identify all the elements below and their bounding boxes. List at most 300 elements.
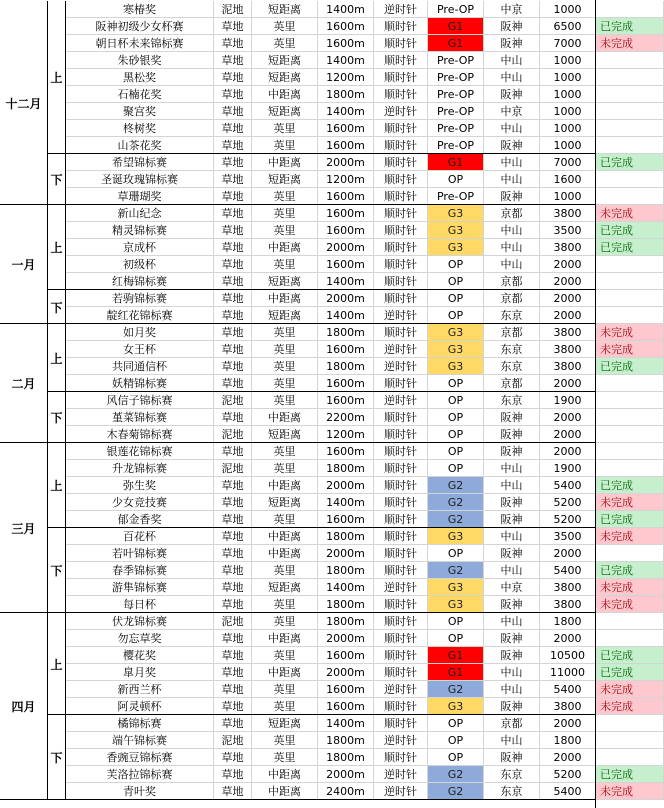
grade-cell[interactable]: OP: [428, 273, 484, 290]
racecourse-cell[interactable]: 阪神: [484, 494, 540, 511]
grade-cell[interactable]: OP: [428, 443, 484, 460]
status-cell[interactable]: [596, 256, 664, 273]
grade-cell[interactable]: OP: [428, 732, 484, 749]
racecourse-cell[interactable]: 中京: [484, 1, 540, 18]
racecourse-cell[interactable]: 阪神: [484, 630, 540, 647]
prize-cell[interactable]: 2000: [540, 290, 596, 307]
racecourse-cell[interactable]: 京都: [484, 205, 540, 222]
distance-cell[interactable]: 1600m: [318, 392, 374, 409]
prize-cell[interactable]: 1900: [540, 460, 596, 477]
prize-cell[interactable]: 3800: [540, 205, 596, 222]
direction-cell[interactable]: 逆时针: [374, 681, 428, 698]
race-name-cell[interactable]: 聚宫奖: [66, 103, 214, 120]
status-cell[interactable]: 已完成: [596, 239, 664, 256]
distance-type-cell[interactable]: 短距离: [252, 494, 318, 511]
status-cell[interactable]: 已完成: [596, 766, 664, 783]
distance-type-cell[interactable]: 英里: [252, 698, 318, 715]
racecourse-cell[interactable]: 京都: [484, 324, 540, 341]
surface-cell[interactable]: 草地: [214, 256, 252, 273]
distance-type-cell[interactable]: 中距离: [252, 630, 318, 647]
distance-cell[interactable]: 1800m: [318, 613, 374, 630]
race-name-cell[interactable]: 橘锦标赛: [66, 715, 214, 732]
grade-cell[interactable]: OP: [428, 715, 484, 732]
racecourse-cell[interactable]: 阪神: [484, 86, 540, 103]
distance-type-cell[interactable]: 短距离: [252, 103, 318, 120]
status-cell[interactable]: [596, 52, 664, 69]
racecourse-cell[interactable]: 中京: [484, 103, 540, 120]
distance-type-cell[interactable]: 中距离: [252, 86, 318, 103]
race-name-cell[interactable]: 朝日杯未来锦标赛: [66, 35, 214, 52]
status-cell[interactable]: [596, 630, 664, 647]
distance-type-cell[interactable]: 中距离: [252, 528, 318, 545]
prize-cell[interactable]: 5400: [540, 477, 596, 494]
distance-type-cell[interactable]: 短距离: [252, 715, 318, 732]
status-cell[interactable]: 未完成: [596, 783, 664, 800]
status-cell[interactable]: [596, 86, 664, 103]
distance-cell[interactable]: 1200m: [318, 69, 374, 86]
grade-cell[interactable]: OP: [428, 256, 484, 273]
prize-cell[interactable]: 1000: [540, 69, 596, 86]
grade-cell[interactable]: OP: [428, 307, 484, 324]
grade-cell[interactable]: G1: [428, 18, 484, 35]
distance-type-cell[interactable]: 英里: [252, 392, 318, 409]
distance-cell[interactable]: 1600m: [318, 647, 374, 664]
direction-cell[interactable]: 顺时针: [374, 188, 428, 205]
direction-cell[interactable]: 顺时针: [374, 290, 428, 307]
direction-cell[interactable]: 逆时针: [374, 341, 428, 358]
status-cell[interactable]: [596, 443, 664, 460]
racecourse-cell[interactable]: 东京: [484, 766, 540, 783]
grade-cell[interactable]: G2: [428, 494, 484, 511]
prize-cell[interactable]: 3800: [540, 341, 596, 358]
direction-cell[interactable]: 顺时针: [374, 545, 428, 562]
race-name-cell[interactable]: 郁金香奖: [66, 511, 214, 528]
prize-cell[interactable]: 3800: [540, 358, 596, 375]
direction-cell[interactable]: 顺时针: [374, 324, 428, 341]
racecourse-cell[interactable]: 中山: [484, 69, 540, 86]
distance-cell[interactable]: 2000m: [318, 154, 374, 171]
prize-cell[interactable]: 6500: [540, 18, 596, 35]
surface-cell[interactable]: 草地: [214, 154, 252, 171]
racecourse-cell[interactable]: 中山: [484, 154, 540, 171]
grade-cell[interactable]: G1: [428, 35, 484, 52]
surface-cell[interactable]: 泥地: [214, 1, 252, 18]
distance-cell[interactable]: 1600m: [318, 681, 374, 698]
grade-cell[interactable]: G2: [428, 511, 484, 528]
status-cell[interactable]: 未完成: [596, 596, 664, 613]
distance-cell[interactable]: 1600m: [318, 188, 374, 205]
status-cell[interactable]: 已完成: [596, 154, 664, 171]
prize-cell[interactable]: 2000: [540, 545, 596, 562]
distance-type-cell[interactable]: 中距离: [252, 783, 318, 800]
race-name-cell[interactable]: 每日杯: [66, 596, 214, 613]
grade-cell[interactable]: OP: [428, 409, 484, 426]
racecourse-cell[interactable]: 中山: [484, 681, 540, 698]
status-cell[interactable]: 已完成: [596, 358, 664, 375]
surface-cell[interactable]: 草地: [214, 511, 252, 528]
racecourse-cell[interactable]: 东京: [484, 307, 540, 324]
surface-cell[interactable]: 草地: [214, 698, 252, 715]
distance-cell[interactable]: 1600m: [318, 341, 374, 358]
status-cell[interactable]: [596, 290, 664, 307]
surface-cell[interactable]: 草地: [214, 596, 252, 613]
surface-cell[interactable]: 草地: [214, 783, 252, 800]
status-cell[interactable]: [596, 137, 664, 154]
prize-cell[interactable]: 2000: [540, 307, 596, 324]
grade-cell[interactable]: G3: [428, 698, 484, 715]
status-cell[interactable]: 已完成: [596, 511, 664, 528]
racecourse-cell[interactable]: 中山: [484, 613, 540, 630]
prize-cell[interactable]: 2000: [540, 426, 596, 443]
racecourse-cell[interactable]: 中京: [484, 579, 540, 596]
prize-cell[interactable]: 5200: [540, 766, 596, 783]
prize-cell[interactable]: 1800: [540, 732, 596, 749]
surface-cell[interactable]: 草地: [214, 103, 252, 120]
direction-cell[interactable]: 逆时针: [374, 783, 428, 800]
prize-cell[interactable]: 3800: [540, 239, 596, 256]
distance-type-cell[interactable]: 中距离: [252, 545, 318, 562]
race-name-cell[interactable]: 若驹锦标赛: [66, 290, 214, 307]
distance-type-cell[interactable]: 英里: [252, 222, 318, 239]
grade-cell[interactable]: G1: [428, 154, 484, 171]
race-name-cell[interactable]: 伏龙锦标赛: [66, 613, 214, 630]
surface-cell[interactable]: 草地: [214, 494, 252, 511]
grade-cell[interactable]: G3: [428, 358, 484, 375]
distance-cell[interactable]: 1400m: [318, 1, 374, 18]
grade-cell[interactable]: G3: [428, 222, 484, 239]
distance-cell[interactable]: 1800m: [318, 324, 374, 341]
racecourse-cell[interactable]: 中山: [484, 222, 540, 239]
status-cell[interactable]: 已完成: [596, 222, 664, 239]
race-name-cell[interactable]: 京成杯: [66, 239, 214, 256]
race-name-cell[interactable]: 朱砂银奖: [66, 52, 214, 69]
direction-cell[interactable]: 顺时针: [374, 154, 428, 171]
distance-type-cell[interactable]: 短距离: [252, 426, 318, 443]
racecourse-cell[interactable]: 阪神: [484, 545, 540, 562]
surface-cell[interactable]: 草地: [214, 579, 252, 596]
race-name-cell[interactable]: 皐月奖: [66, 664, 214, 681]
surface-cell[interactable]: 草地: [214, 273, 252, 290]
status-cell[interactable]: [596, 460, 664, 477]
racecourse-cell[interactable]: 京都: [484, 375, 540, 392]
surface-cell[interactable]: 草地: [214, 715, 252, 732]
surface-cell[interactable]: 泥地: [214, 392, 252, 409]
grade-cell[interactable]: OP: [428, 375, 484, 392]
direction-cell[interactable]: 逆时针: [374, 103, 428, 120]
race-name-cell[interactable]: 勿忘草奖: [66, 630, 214, 647]
race-name-cell[interactable]: 百花杯: [66, 528, 214, 545]
race-name-cell[interactable]: 初级杯: [66, 256, 214, 273]
direction-cell[interactable]: 顺时针: [374, 256, 428, 273]
prize-cell[interactable]: 5200: [540, 494, 596, 511]
direction-cell[interactable]: 顺时针: [374, 477, 428, 494]
surface-cell[interactable]: 草地: [214, 681, 252, 698]
distance-cell[interactable]: 2000m: [318, 664, 374, 681]
direction-cell[interactable]: 顺时针: [374, 596, 428, 613]
race-name-cell[interactable]: 新西兰杯: [66, 681, 214, 698]
grade-cell[interactable]: OP: [428, 426, 484, 443]
direction-cell[interactable]: 顺时针: [374, 749, 428, 766]
racecourse-cell[interactable]: 阪神: [484, 698, 540, 715]
race-name-cell[interactable]: 新山纪念: [66, 205, 214, 222]
prize-cell[interactable]: 5400: [540, 783, 596, 800]
distance-type-cell[interactable]: 英里: [252, 324, 318, 341]
status-cell[interactable]: [596, 1, 664, 18]
direction-cell[interactable]: 顺时针: [374, 137, 428, 154]
status-cell[interactable]: [596, 426, 664, 443]
distance-cell[interactable]: 1800m: [318, 562, 374, 579]
race-name-cell[interactable]: 若叶锦标赛: [66, 545, 214, 562]
race-name-cell[interactable]: 黑松奖: [66, 69, 214, 86]
surface-cell[interactable]: 草地: [214, 35, 252, 52]
grade-cell[interactable]: G3: [428, 596, 484, 613]
distance-cell[interactable]: 1600m: [318, 222, 374, 239]
surface-cell[interactable]: 草地: [214, 647, 252, 664]
distance-type-cell[interactable]: 英里: [252, 460, 318, 477]
direction-cell[interactable]: 顺时针: [374, 613, 428, 630]
racecourse-cell[interactable]: 中山: [484, 477, 540, 494]
direction-cell[interactable]: 逆时针: [374, 307, 428, 324]
distance-type-cell[interactable]: 中距离: [252, 664, 318, 681]
direction-cell[interactable]: 顺时针: [374, 443, 428, 460]
grade-cell[interactable]: Pre-OP: [428, 137, 484, 154]
distance-type-cell[interactable]: 短距离: [252, 1, 318, 18]
status-cell[interactable]: 已完成: [596, 18, 664, 35]
distance-type-cell[interactable]: 英里: [252, 749, 318, 766]
grade-cell[interactable]: Pre-OP: [428, 52, 484, 69]
distance-cell[interactable]: 1400m: [318, 52, 374, 69]
surface-cell[interactable]: 泥地: [214, 732, 252, 749]
grade-cell[interactable]: OP: [428, 290, 484, 307]
race-name-cell[interactable]: 希望锦标赛: [66, 154, 214, 171]
race-name-cell[interactable]: 木春菊锦标赛: [66, 426, 214, 443]
prize-cell[interactable]: 2000: [540, 715, 596, 732]
status-cell[interactable]: 未完成: [596, 35, 664, 52]
direction-cell[interactable]: 顺时针: [374, 562, 428, 579]
distance-type-cell[interactable]: 英里: [252, 35, 318, 52]
direction-cell[interactable]: 逆时针: [374, 732, 428, 749]
direction-cell[interactable]: 逆时针: [374, 766, 428, 783]
distance-cell[interactable]: 1400m: [318, 307, 374, 324]
direction-cell[interactable]: 顺时针: [374, 86, 428, 103]
distance-cell[interactable]: 2000m: [318, 766, 374, 783]
prize-cell[interactable]: 1000: [540, 52, 596, 69]
distance-cell[interactable]: 1600m: [318, 35, 374, 52]
race-name-cell[interactable]: 春季锦标赛: [66, 562, 214, 579]
status-cell[interactable]: 已完成: [596, 562, 664, 579]
distance-type-cell[interactable]: 短距离: [252, 273, 318, 290]
surface-cell[interactable]: 草地: [214, 188, 252, 205]
distance-type-cell[interactable]: 英里: [252, 358, 318, 375]
surface-cell[interactable]: 草地: [214, 18, 252, 35]
distance-cell[interactable]: 1600m: [318, 375, 374, 392]
race-name-cell[interactable]: 草珊瑚奖: [66, 188, 214, 205]
racecourse-cell[interactable]: 东京: [484, 341, 540, 358]
distance-type-cell[interactable]: 英里: [252, 596, 318, 613]
distance-cell[interactable]: 1600m: [318, 443, 374, 460]
surface-cell[interactable]: 草地: [214, 545, 252, 562]
racecourse-cell[interactable]: 阪神: [484, 596, 540, 613]
distance-type-cell[interactable]: 英里: [252, 732, 318, 749]
racecourse-cell[interactable]: 阪神: [484, 409, 540, 426]
direction-cell[interactable]: 顺时针: [374, 426, 428, 443]
distance-cell[interactable]: 1600m: [318, 256, 374, 273]
race-name-cell[interactable]: 芙洛拉锦标赛: [66, 766, 214, 783]
prize-cell[interactable]: 1000: [540, 137, 596, 154]
surface-cell[interactable]: 草地: [214, 443, 252, 460]
prize-cell[interactable]: 1000: [540, 86, 596, 103]
distance-type-cell[interactable]: 英里: [252, 681, 318, 698]
status-cell[interactable]: [596, 392, 664, 409]
direction-cell[interactable]: 逆时针: [374, 392, 428, 409]
racecourse-cell[interactable]: 东京: [484, 392, 540, 409]
race-name-cell[interactable]: 共同通信杯: [66, 358, 214, 375]
prize-cell[interactable]: 1000: [540, 103, 596, 120]
prize-cell[interactable]: 2000: [540, 749, 596, 766]
grade-cell[interactable]: OP: [428, 630, 484, 647]
prize-cell[interactable]: 2000: [540, 630, 596, 647]
distance-type-cell[interactable]: 英里: [252, 647, 318, 664]
racecourse-cell[interactable]: 阪神: [484, 443, 540, 460]
distance-cell[interactable]: 1200m: [318, 171, 374, 188]
surface-cell[interactable]: 草地: [214, 375, 252, 392]
prize-cell[interactable]: 7000: [540, 35, 596, 52]
surface-cell[interactable]: 泥地: [214, 460, 252, 477]
distance-cell[interactable]: 2000m: [318, 290, 374, 307]
surface-cell[interactable]: 草地: [214, 358, 252, 375]
surface-cell[interactable]: 草地: [214, 222, 252, 239]
prize-cell[interactable]: 5200: [540, 511, 596, 528]
prize-cell[interactable]: 1800: [540, 613, 596, 630]
surface-cell[interactable]: 草地: [214, 137, 252, 154]
grade-cell[interactable]: G2: [428, 477, 484, 494]
distance-type-cell[interactable]: 英里: [252, 205, 318, 222]
distance-cell[interactable]: 2000m: [318, 545, 374, 562]
race-name-cell[interactable]: 弥生奖: [66, 477, 214, 494]
prize-cell[interactable]: 5400: [540, 681, 596, 698]
grade-cell[interactable]: G3: [428, 341, 484, 358]
racecourse-cell[interactable]: 中山: [484, 256, 540, 273]
racecourse-cell[interactable]: 中山: [484, 52, 540, 69]
grade-cell[interactable]: OP: [428, 749, 484, 766]
distance-cell[interactable]: 1400m: [318, 273, 374, 290]
grade-cell[interactable]: OP: [428, 613, 484, 630]
racecourse-cell[interactable]: 京都: [484, 290, 540, 307]
surface-cell[interactable]: 草地: [214, 52, 252, 69]
distance-type-cell[interactable]: 中距离: [252, 409, 318, 426]
racecourse-cell[interactable]: 京都: [484, 715, 540, 732]
distance-cell[interactable]: 1800m: [318, 749, 374, 766]
race-name-cell[interactable]: 山茶花奖: [66, 137, 214, 154]
status-cell[interactable]: [596, 375, 664, 392]
prize-cell[interactable]: 3800: [540, 698, 596, 715]
status-cell[interactable]: 已完成: [596, 664, 664, 681]
racecourse-cell[interactable]: 中山: [484, 171, 540, 188]
distance-cell[interactable]: 1200m: [318, 426, 374, 443]
race-name-cell[interactable]: 青叶奖: [66, 783, 214, 800]
race-name-cell[interactable]: 风信子锦标赛: [66, 392, 214, 409]
racecourse-cell[interactable]: 中山: [484, 732, 540, 749]
distance-type-cell[interactable]: 英里: [252, 120, 318, 137]
prize-cell[interactable]: 7000: [540, 154, 596, 171]
distance-type-cell[interactable]: 中距离: [252, 766, 318, 783]
status-cell[interactable]: [596, 545, 664, 562]
surface-cell[interactable]: 草地: [214, 86, 252, 103]
status-cell[interactable]: 未完成: [596, 579, 664, 596]
prize-cell[interactable]: 1000: [540, 120, 596, 137]
race-name-cell[interactable]: 精灵锦标赛: [66, 222, 214, 239]
status-cell[interactable]: [596, 732, 664, 749]
direction-cell[interactable]: 顺时针: [374, 664, 428, 681]
distance-cell[interactable]: 1600m: [318, 205, 374, 222]
surface-cell[interactable]: 草地: [214, 205, 252, 222]
direction-cell[interactable]: 顺时针: [374, 715, 428, 732]
direction-cell[interactable]: 逆时针: [374, 579, 428, 596]
distance-type-cell[interactable]: 短距离: [252, 69, 318, 86]
grade-cell[interactable]: G3: [428, 324, 484, 341]
racecourse-cell[interactable]: 阪神: [484, 18, 540, 35]
racecourse-cell[interactable]: 中山: [484, 460, 540, 477]
race-name-cell[interactable]: 女王杯: [66, 341, 214, 358]
direction-cell[interactable]: 顺时针: [374, 273, 428, 290]
surface-cell[interactable]: 草地: [214, 171, 252, 188]
direction-cell[interactable]: 逆时针: [374, 1, 428, 18]
prize-cell[interactable]: 5400: [540, 562, 596, 579]
racecourse-cell[interactable]: 京都: [484, 273, 540, 290]
racecourse-cell[interactable]: 中山: [484, 120, 540, 137]
status-cell[interactable]: 已完成: [596, 477, 664, 494]
distance-cell[interactable]: 1800m: [318, 460, 374, 477]
prize-cell[interactable]: 1000: [540, 188, 596, 205]
prize-cell[interactable]: 2000: [540, 273, 596, 290]
grade-cell[interactable]: G2: [428, 783, 484, 800]
racecourse-cell[interactable]: 阪神: [484, 426, 540, 443]
prize-cell[interactable]: 10500: [540, 647, 596, 664]
distance-cell[interactable]: 2000m: [318, 630, 374, 647]
prize-cell[interactable]: 3800: [540, 579, 596, 596]
status-cell[interactable]: [596, 171, 664, 188]
race-name-cell[interactable]: 堇菜锦标赛: [66, 409, 214, 426]
direction-cell[interactable]: 顺时针: [374, 171, 428, 188]
direction-cell[interactable]: 顺时针: [374, 120, 428, 137]
distance-cell[interactable]: 1600m: [318, 511, 374, 528]
direction-cell[interactable]: 顺时针: [374, 647, 428, 664]
status-cell[interactable]: [596, 120, 664, 137]
direction-cell[interactable]: 顺时针: [374, 222, 428, 239]
direction-cell[interactable]: 顺时针: [374, 205, 428, 222]
race-name-cell[interactable]: 如月奖: [66, 324, 214, 341]
distance-cell[interactable]: 2000m: [318, 239, 374, 256]
grade-cell[interactable]: G3: [428, 579, 484, 596]
direction-cell[interactable]: 顺时针: [374, 698, 428, 715]
prize-cell[interactable]: 3500: [540, 528, 596, 545]
surface-cell[interactable]: 草地: [214, 749, 252, 766]
grade-cell[interactable]: G3: [428, 528, 484, 545]
direction-cell[interactable]: 顺时针: [374, 18, 428, 35]
direction-cell[interactable]: 顺时针: [374, 511, 428, 528]
racecourse-cell[interactable]: 中山: [484, 239, 540, 256]
race-name-cell[interactable]: 樱花奖: [66, 647, 214, 664]
grade-cell[interactable]: Pre-OP: [428, 103, 484, 120]
distance-type-cell[interactable]: 英里: [252, 443, 318, 460]
racecourse-cell[interactable]: 阪神: [484, 35, 540, 52]
direction-cell[interactable]: 顺时针: [374, 375, 428, 392]
prize-cell[interactable]: 1600: [540, 171, 596, 188]
direction-cell[interactable]: 顺时针: [374, 239, 428, 256]
surface-cell[interactable]: 草地: [214, 324, 252, 341]
grade-cell[interactable]: Pre-OP: [428, 120, 484, 137]
racecourse-cell[interactable]: 阪神: [484, 188, 540, 205]
